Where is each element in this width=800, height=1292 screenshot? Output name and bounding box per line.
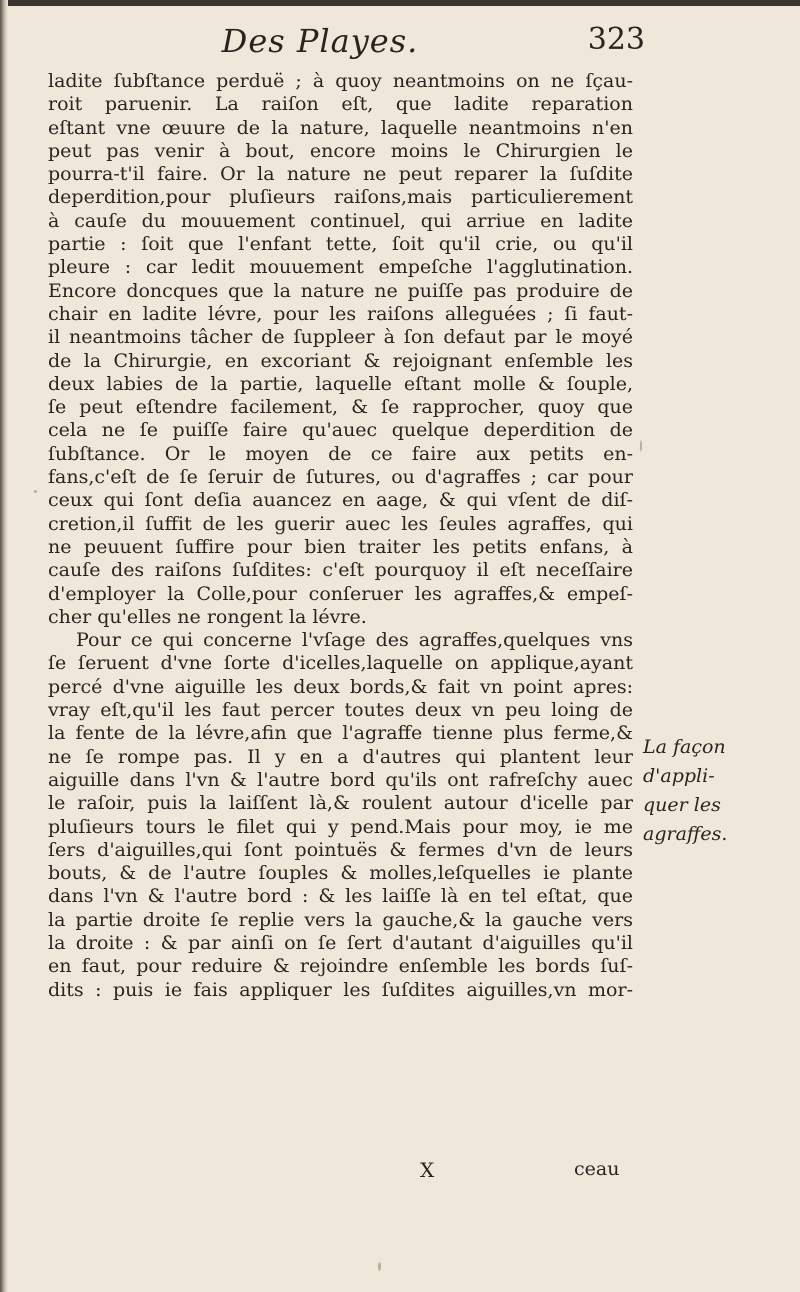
marginal-note-line: La façon	[643, 736, 726, 758]
text-line: de la Chirurgie, en excoriant & rejoignant enſemble les	[48, 349, 633, 372]
text-line: ſe ſeruent d'vne ſorte d'icelles,laquelle on applique,ayant	[48, 652, 633, 675]
catchword: ceau	[574, 1158, 620, 1180]
marginal-note-line: quer les	[643, 794, 721, 816]
text-line: la partie droite ſe replie vers la gauche,& la gauche vers	[48, 908, 633, 931]
text-line: cher qu'elles ne rongent la lévre.	[48, 605, 367, 628]
text-line: chair en ladite lévre, pour les raiſons alleguées ; ſi faut-	[48, 302, 633, 325]
text-line: ſe peut eſtendre facilement, & ſe rapprocher, quoy que	[48, 396, 633, 419]
paper-speck	[34, 490, 37, 493]
text-line: percé d'vne aiguille les deux bords,& fait vn point apres:	[48, 675, 633, 698]
marginal-note	[643, 733, 753, 849]
text-line: peut pas venir à bout, encore moins le Chirurgien le	[48, 139, 633, 162]
text-line: vray eſt,qu'il les faut percer toutes deux vn peu loing de	[48, 699, 633, 722]
text-line: pluſieurs tours le filet qui y pend.Mais pour moy, ie me	[48, 815, 633, 838]
running-title: Des Playes.	[221, 22, 419, 60]
text-line: pourra-t'il faire. Or la nature ne peut reparer la ſuſdite	[48, 163, 633, 186]
text-line: d'employer la Colle,pour conſeruer les agraffes,& empeſ-	[48, 582, 633, 605]
text-line: bouts, & de l'autre ſouples & molles,leſquelles ie plante	[48, 862, 633, 885]
text-line: ne ſe rompe pas. Il y en a d'autres qui plantent leur	[48, 745, 633, 768]
text-line: dans l'vn & l'autre bord : & les laiſſe là en tel eſtat, que	[48, 885, 633, 908]
text-line: roit paruenir. La raiſon eſt, que ladite reparation	[48, 93, 633, 116]
text-line: pleure : car ledit mouuement empeſche l'agglutination.	[48, 256, 633, 279]
text-line: ne peuuent ſuffire pour bien traiter les petits enfans, à	[48, 535, 633, 558]
text-line: eſtant vne œuure de la nature, laquelle neantmoins n'en	[48, 116, 633, 139]
text-line: le raſoir, puis la laiſſent là,& roulent autour d'icelle par	[48, 792, 633, 815]
signature-mark: X	[420, 1158, 435, 1182]
text-line: cauſe des raiſons ſuſdites: c'eſt pourquoy il eſt neceſſaire	[48, 559, 633, 582]
text-line: cela ne ſe puiſſe faire qu'auec quelque deperdition de	[48, 419, 633, 442]
text-line: Encore doncques que la nature ne puiſſe pas produire de	[48, 279, 633, 302]
text-line: ceux qui ſont deſia auancez en aage, & qui vſent de diſ-	[48, 489, 633, 512]
marginal-note-line: agraffes.	[643, 823, 728, 845]
text-line: aiguille dans l'vn & l'autre bord qu'ils ont rafreſchy auec	[48, 768, 633, 791]
text-line: la fente de la lévre,afin que l'agraffe tienne plus ferme,&	[48, 722, 633, 745]
text-line: deux labies de la partie, laquelle eſtant molle & ſouple,	[48, 372, 633, 395]
text-line: dits : puis ie fais appliquer les ſuſdites aiguilles,vn mor-	[48, 978, 633, 1001]
text-line: ladite ſubſtance perduë ; à quoy neantmoins on ne ſçau-	[48, 70, 633, 92]
text-line: en faut, pour reduire & rejoindre enſemble les bords ſuſ-	[48, 955, 633, 978]
paragraph-start-line: Pour ce qui concerne l'vſage des agraffes,quelques vns	[76, 629, 633, 652]
text-line: deperdition,pour pluſieurs raiſons,mais particulierement	[48, 186, 633, 209]
text-line: partie : ſoit que l'enfant tette, ſoit qu'il crie, ou qu'il	[48, 233, 633, 256]
text-line: ſers d'aiguilles,qui ſont pointuës & fermes d'vn de leurs	[48, 838, 633, 861]
main-text-block	[48, 70, 633, 1002]
paper-speck	[640, 440, 642, 452]
text-line: cretion,il ſuffit de les guerir auec les ſeules agraffes, qui	[48, 512, 633, 535]
text-line: la droite : & par ainſi on ſe ſert d'autant d'aiguilles qu'il	[48, 931, 633, 954]
paper-speck	[378, 1262, 381, 1271]
text-line: à cauſe du mouuement continuel, qui arriue en ladite	[48, 209, 633, 232]
marginal-note-line: d'appli-	[643, 765, 715, 787]
text-line: fans,c'eſt de ſe ſeruir de ſutures, ou d'agraffes ; car pour	[48, 466, 633, 489]
text-line: il neantmoins tâcher de ſuppleer à ſon defaut par le moyé	[48, 326, 633, 349]
page-number: 323	[587, 22, 645, 57]
text-line: ſubſtance. Or le moyen de ce faire aux petits en-	[48, 442, 633, 465]
